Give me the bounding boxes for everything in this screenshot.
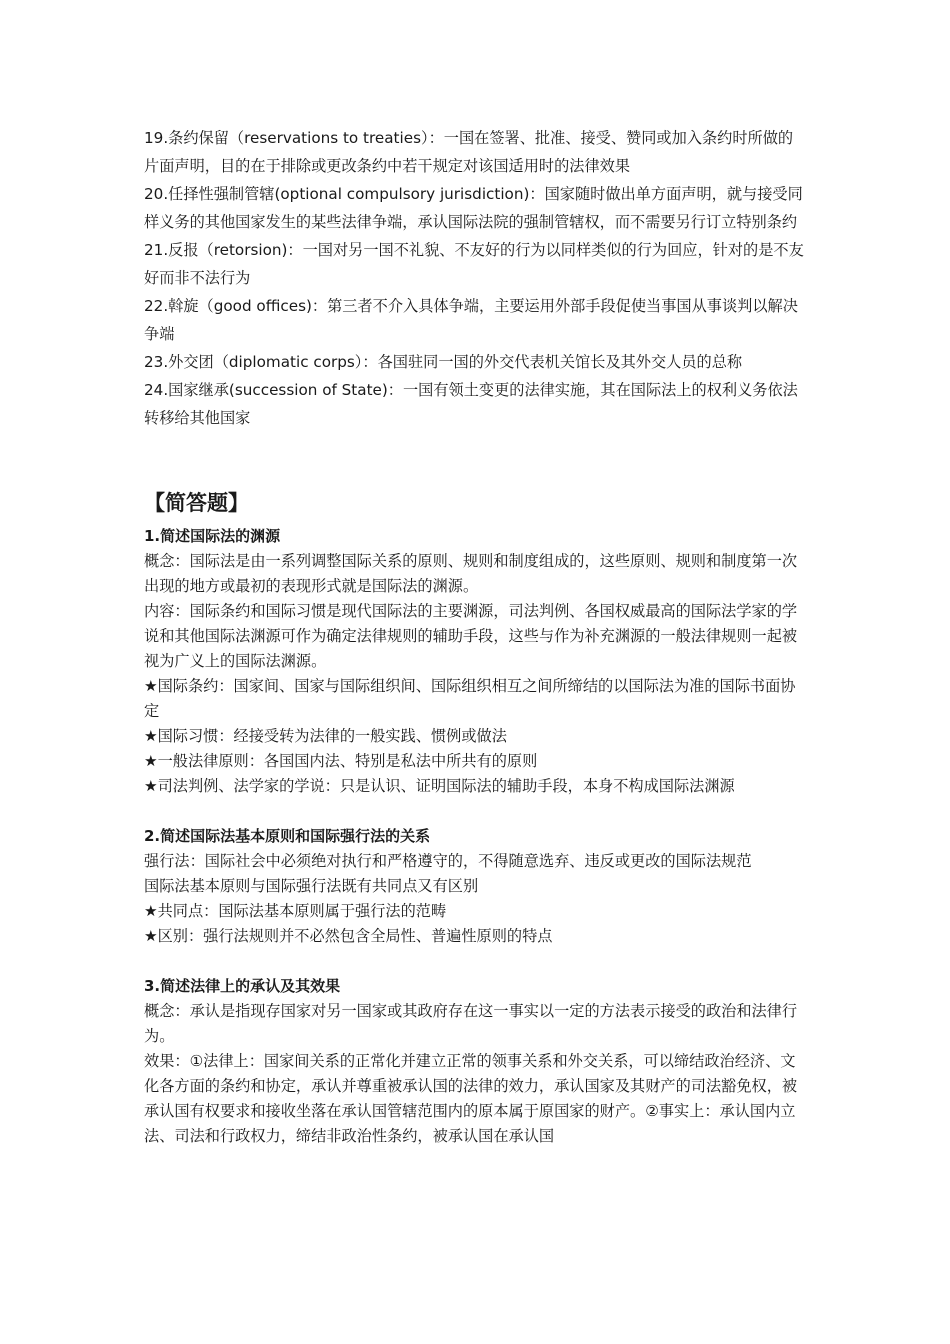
question-2-jus-cogens: 强行法：国际社会中必须绝对执行和严格遵守的，不得随意选弃、违反或更改的国际法规范 (144, 852, 752, 870)
question-1-treaty: ★国际条约：国家间、国家与国际组织间、国际组织相互之间所缔结的以国际法为准的国际书面协定 (144, 677, 796, 720)
section-spacer (144, 432, 808, 488)
question-1 (144, 524, 808, 799)
question-1-title: 1.简述国际法的渊源 (144, 527, 281, 545)
document-page (144, 124, 808, 1149)
question-1-concept: 概念：国际法是由一系列调整国际关系的原则、规则和制度组成的，这些原则、规则和制度第一次出现的地方或最初的表现形式就是国际法的渊源。 (144, 552, 798, 595)
question-1-content: 内容：国际条约和国际习惯是现代国际法的主要渊源，司法判例、各国权威最高的国际法学家的学说和其他国际法渊源可作为确定法律规则的辅助手段，这些与作为补充渊源的一般法律规则一起被视为广义上的国际法渊源。 (144, 602, 798, 670)
question-gap (144, 799, 808, 824)
term-22: 22.斡旋（good offices)：第三者不介入具体争端，主要运用外部手段促使当事国从事谈判以解决争端 (144, 297, 798, 343)
question-2-common: ★共同点：国际法基本原则属于强行法的范畴 (144, 902, 447, 920)
question-2-relation: 国际法基本原则与国际强行法既有共同点又有区别 (144, 877, 479, 895)
question-2 (144, 824, 808, 949)
question-3 (144, 974, 808, 1149)
question-2-difference: ★区别：强行法规则并不必然包含全局性、普遍性原则的特点 (144, 927, 553, 945)
term-19: 19.条约保留（reservations to treaties）：一国在签署、批准、接受、赞同或加入条约时所做的片面声明，目的在于排除或更改条约中若干规定对该国适用时的法律效果 (144, 129, 794, 175)
question-3-effect: 效果：①法律上：国家间关系的正常化并建立正常的领事关系和外交关系，可以缔结政治经济、文化各方面的条约和协定，承认并尊重被承认国的法律的效力，承认国家及其财产的司法豁免权，被承认国有权要求和接收坐落在承认国管辖范围内的原本属于原国家的财产。②事实上：承认国内立法、司法和行政权力，缔结非政治性条约，被承认国在承认国 (144, 1052, 798, 1145)
question-1-judicial: ★司法判例、法学家的学说：只是认识、证明国际法的辅助手段，本身不构成国际法渊源 (144, 777, 735, 795)
term-24: 24.国家继承(succession of State)：一国有领土变更的法律实施，其在国际法上的权利义务依法转移给其他国家 (144, 381, 798, 427)
section-title-short-answer: 【简答题】 (144, 491, 249, 515)
question-gap (144, 949, 808, 974)
term-23: 23.外交团（diplomatic corps）：各国驻同一国的外交代表机关馆长及其外交人员的总称 (144, 353, 743, 371)
question-1-general-principle: ★一般法律原则：各国国内法、特别是私法中所共有的原则 (144, 752, 538, 770)
question-3-concept: 概念：承认是指现存国家对另一国家或其政府存在这一事实以一定的方法表示接受的政治和法律行为。 (144, 1002, 798, 1045)
term-21: 21.反报（retorsion)：一国对另一国不礼貌、不友好的行为以同样类似的行为回应，针对的是不友好而非不法行为 (144, 241, 804, 287)
term-20: 20.任择性强制管辖(optional compulsory jurisdiction)：国家随时做出单方面声明，就与接受同样义务的其他国家发生的某些法律争端，承认国际法院的强制管辖权，而不需要另行订立特别条约 (144, 185, 803, 231)
question-1-custom: ★国际习惯：经接受转为法律的一般实践、惯例或做法 (144, 727, 507, 745)
question-3-title: 3.简述法律上的承认及其效果 (144, 977, 341, 995)
question-2-title: 2.简述国际法基本原则和国际强行法的关系 (144, 827, 431, 845)
